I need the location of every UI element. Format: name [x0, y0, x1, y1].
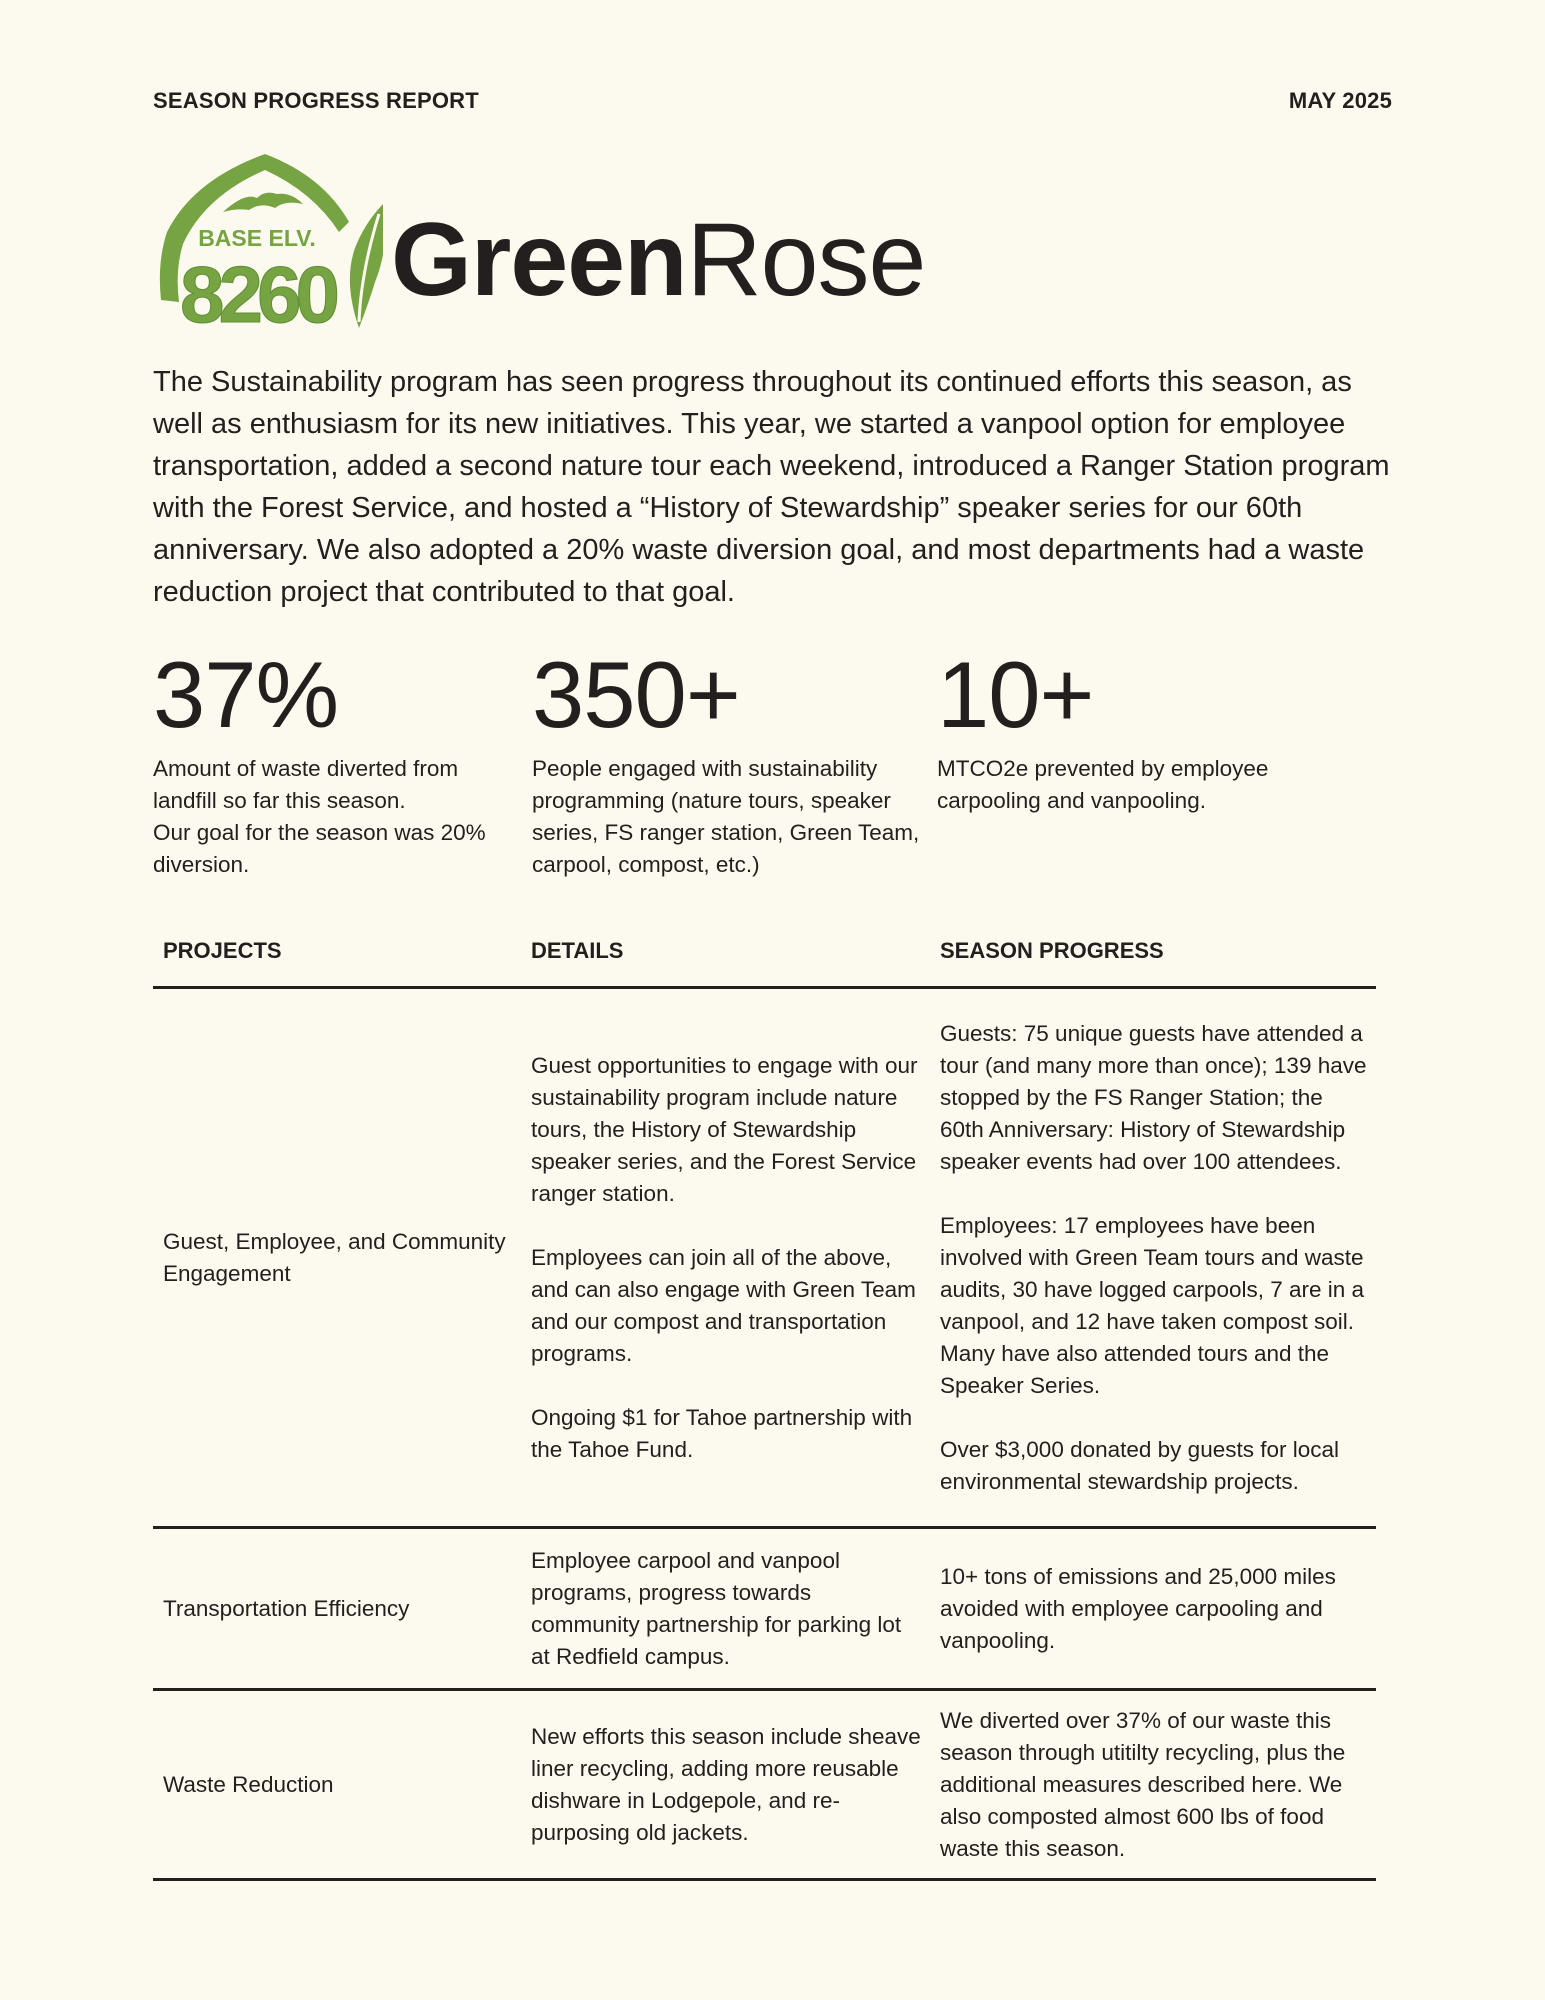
table-divider	[153, 1878, 1376, 1881]
table-header-row	[153, 930, 1376, 986]
project-details: Employee carpool and vanpool programs, progress towards community partnership for parking lot at Redfield campus.	[531, 1547, 902, 1669]
project-details: Guest opportunities to engage with our sustainability program include nature tours, the History of Stewardship speaker series, and the Forest Service ranger station. Employees can join all of the above, and can also engage with Green Team and our compost and transportation programs. Ongoing $1 for Tahoe partnership with the Tahoe Fund.	[531, 1052, 918, 1462]
stat-people-engaged	[532, 642, 922, 881]
stat-description: Amount of waste diverted from landfill so far this season. Our goal for the season was 20% diversion.	[153, 756, 486, 877]
stat-value: 350+	[532, 642, 740, 747]
table-row	[153, 1691, 1376, 1878]
brand-word-bold: Green	[391, 202, 687, 318]
intro-paragraph: The Sustainability program has seen progress throughout its continued efforts this season, as well as enthusiasm for its new initiatives. This year, we started a vanpool option for employee transportation, added a second nature tour each weekend, introduced a Ranger Station program with the Forest Service, and hosted a “History of Stewardship” speaker series for our 60th anniversary. We also adopted a 20% waste diversion goal, and most departments had a waste reduction project that contributed to that goal.	[153, 366, 1390, 608]
project-name: Waste Reduction	[163, 1771, 334, 1797]
brand-wordmark	[391, 202, 926, 318]
base-elevation-badge-icon	[153, 152, 383, 332]
stat-description: MTCO2e prevented by employee carpooling and vanpooling.	[937, 756, 1269, 813]
badge-top-text: BASE ELV.	[198, 225, 316, 251]
project-progress: Guests: 75 unique guests have attended a tour (and many more than once); 139 have stopped by the FS Ranger Station; the 60th Anniversary: History of Stewardship speaker events had over 100 attendees. Employees: 17 employees have been involved with Green Team tours and waste audits, 30 have logged carpools, 7 are in a vanpool, and 12 have taken compost soil. Many have also attended tours and the Speaker Series. Over $3,000 donated by guests for local environmental stewardship projects.	[940, 1020, 1367, 1494]
stat-emissions-prevented	[937, 642, 1297, 817]
greenrose-logo	[153, 152, 926, 332]
project-name: Guest, Employee, and Community Engagement	[163, 1228, 506, 1286]
stat-description: People engaged with sustainability programming (nature tours, speaker series, FS ranger station, Green Team, carpool, compost, etc.)	[532, 756, 920, 877]
stat-value: 37%	[153, 642, 339, 747]
project-details: New efforts this season include sheave liner recycling, adding more reusable dishware in Lodgepole, and re-purposing old jackets.	[531, 1723, 921, 1845]
stat-value: 10+	[937, 642, 1094, 747]
project-progress: 10+ tons of emissions and 25,000 miles avoided with employee carpooling and vanpooling.	[940, 1563, 1336, 1653]
report-title: SEASON PROGRESS REPORT	[153, 88, 479, 113]
report-date: MAY 2025	[1288, 88, 1392, 113]
projects-table	[153, 930, 1376, 1881]
table-row	[153, 1529, 1376, 1688]
column-header-progress: SEASON PROGRESS	[940, 938, 1164, 963]
stat-waste-diverted	[153, 642, 493, 881]
project-name: Transportation Efficiency	[163, 1595, 410, 1621]
brand-word-light: Rose	[686, 202, 926, 318]
badge-number-text: 8260	[180, 250, 334, 332]
table-row	[153, 989, 1376, 1526]
column-header-details: DETAILS	[531, 938, 624, 963]
project-progress: We diverted over 37% of our waste this season through utitilty recycling, plus the additional measures described here. We also composted almost 600 lbs of food waste this season.	[940, 1707, 1346, 1861]
column-header-projects: PROJECTS	[163, 938, 282, 963]
